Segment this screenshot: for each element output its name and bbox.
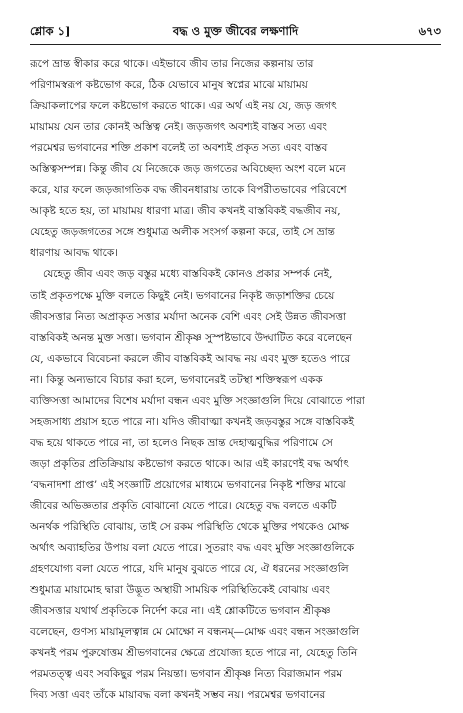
paragraph-start-line: যেহেতু জীব এবং জড় বস্তুর মধ্যে বাস্তবিকই কোনও প্রকার সম্পর্ক নেই,	[43, 268, 333, 281]
text-line: বাস্তবিকই অনন্ত মুক্ত সত্তা। ভগবান শ্রীকৃষ্ণ সুস্পষ্টভাবে উদ্ঘাটিত করে বলেছেন	[30, 331, 353, 344]
page-body	[30, 54, 441, 706]
text-line: পরমতত্ত্ব এবং সবকিছুর পরম নিয়ন্তা। ভগবান শ্রীকৃষ্ণ নিত্য বিরাজমান পরম	[30, 668, 343, 681]
text-line: করে, যার ফলে জড়জাগতিক বদ্ধ জীবনধারায় তাকে বিপরীতভাবের পরিবেশে	[30, 184, 347, 197]
text-line: দিব্য সত্তা এবং তাঁকে মায়াবদ্ধ বলা কখনই সম্ভব নয়। পরমেশ্বর ভগবানের	[30, 689, 326, 702]
text-line: বলেছেন, গুণস্য মায়ামূলত্বান্ন মে মোক্ষো ন বন্ধনম্—মোক্ষ এবং বন্ধন সংজ্ঞাগুলি	[30, 626, 360, 639]
text-line: যেহেতু জড়জগতের সঙ্গে শুধুমাত্র অলীক সংসর্গ কল্পনা করে, তাই সে ভ্রান্ত	[30, 226, 335, 239]
text-line: জীবসত্তার নিত্য অপ্রাকৃত সত্তার মর্যাদা অনেক বেশি এবং সেই উন্নত জীবসত্তা	[30, 310, 347, 323]
page-header	[30, 20, 441, 45]
text-line: জীবের অভিজ্ঞতার প্রকৃতি বোঝানো যেতে পারে। যেহেতু বদ্ধ বলতে একটি	[30, 499, 337, 512]
chapter-title: বদ্ধ ও মুক্ত জীবের লক্ষণাদি	[172, 24, 299, 38]
text-line: রূপে ভ্রান্ত স্বীকার করে থাকে। এইভাবে জীব তার নিজের কল্পনায় তার	[30, 58, 314, 70]
text-line: পরিণামস্বরূপ কষ্টভোগ করে, ঠিক যেভাবে মানুষ স্বপ্নের মাঝে মায়াময়	[30, 79, 308, 92]
text-line: অনর্থক পরিস্থিতি বোঝায়, তাই সে রকম পরিস্থিতি থেকে মুক্তির পথকেও মোক্ষ	[30, 521, 349, 534]
text-line: সহজসাধ্য প্রয়াস হতে পারে না। যদিও জীবাত্মা কখনই জড়বস্তুর সঙ্গে বাস্তবিকই	[30, 415, 354, 428]
text-line: মায়াময় যেন তার কোনই অস্তিত্ব নেই। জড়জগৎ অবশ্যই বাস্তব সত্য এবং	[30, 121, 327, 134]
text-line: তাই প্রকৃতপক্ষে মুক্তি বলতে কিছুই নেই। ভগবানের নিকৃষ্ট জড়াশক্তির চেয়ে	[30, 289, 335, 302]
text-line: আকৃষ্ট হতে হয়, তা মায়াময় ধারণা মাত্র। জীব কখনই বাস্তবিকই বদ্ধজীব নয়,	[30, 205, 341, 218]
text-line: পরমেশ্বর ভগবানের শক্তি প্রকাশ বলেই তা অবশ্যই প্রকৃত সত্য এবং বাস্তব	[30, 142, 328, 155]
text-line: শুধুমাত্র মায়ামোহ দ্বারা উদ্ভূত অস্থায়ী সাময়িক পরিস্থিতিকেই বোঝায় এবং	[30, 584, 330, 597]
verse-number: শ্লোক ১]	[30, 24, 71, 38]
text-line: কখনই পরম পুরুষোত্তম শ্রীভগবানের ক্ষেত্রে প্রযোজ্য হতে পারে না, যেহেতু তিনি	[30, 647, 358, 660]
text-line: বদ্ধ হয়ে থাকতে পারে না, তা হলেও নিছক ভ্রান্ত দেহাত্মবুদ্ধির পরিণামে সে	[30, 436, 333, 449]
text-line: জড়া প্রকৃতির প্রতিক্রিয়ায় কষ্টভোগ করতে থাকে। আর এই কারণেই বদ্ধ অর্থাৎ	[30, 457, 349, 470]
text-line: ‘বদ্ধনাদশা প্রাপ্ত’ এই সংজ্ঞাটি প্রয়োগের মাধ্যমে ভগবানের নিকৃষ্ট শক্তির মাঝে	[30, 478, 346, 491]
text-line: অস্তিত্বসম্পন্ন। কিন্তু জীব যে নিজেকে জড় জগতের অবিচ্ছেদ্য অংশ বলে মনে	[30, 163, 346, 176]
page-number: ৬৭৩	[418, 24, 441, 38]
text-line: ক্রিয়াকলাপের ফলে কষ্টভোগ করতে থাকে। এর অর্থ এই নয় যে, জড় জগৎ	[30, 100, 337, 113]
text-line: না। কিন্তু অন্যভাবে বিচার করা হলে, ভগবানেরই তটস্থা শক্তিস্বরূপ একক	[30, 373, 323, 386]
text-line: যে, একভাবে বিবেচনা করলে জীব বাস্তবিকই আবদ্ধ নয় এবং মুক্ত হতেও পারে	[30, 352, 351, 365]
text-line: অর্থাৎ অব্যাহতির উপায় বলা যেতে পারে। সুতরাং বদ্ধ এবং মুক্তি সংজ্ঞাগুলিকে	[30, 542, 355, 555]
text-line: ব্যক্তিসত্তা আমাদের বিশেষ মর্যাদা বন্ধন এবং মুক্তি সংজ্ঞাগুলি দিয়ে বোঝাতে পারা	[30, 394, 365, 407]
text-line: জীবসত্তার যথার্থ প্রকৃতিকে নির্দেশ করে না। এই শ্লোকটিতে ভগবান শ্রীকৃষ্ণ	[30, 605, 331, 618]
text-line: গ্রহণযোগ্য বলা যেতে পারে, যদি মানুষ বুঝতে পারে যে, ঐ ধরনের সংজ্ঞাগুলি	[30, 563, 349, 576]
text-line: ধারণায় আবদ্ধ থাকে।	[30, 247, 118, 260]
